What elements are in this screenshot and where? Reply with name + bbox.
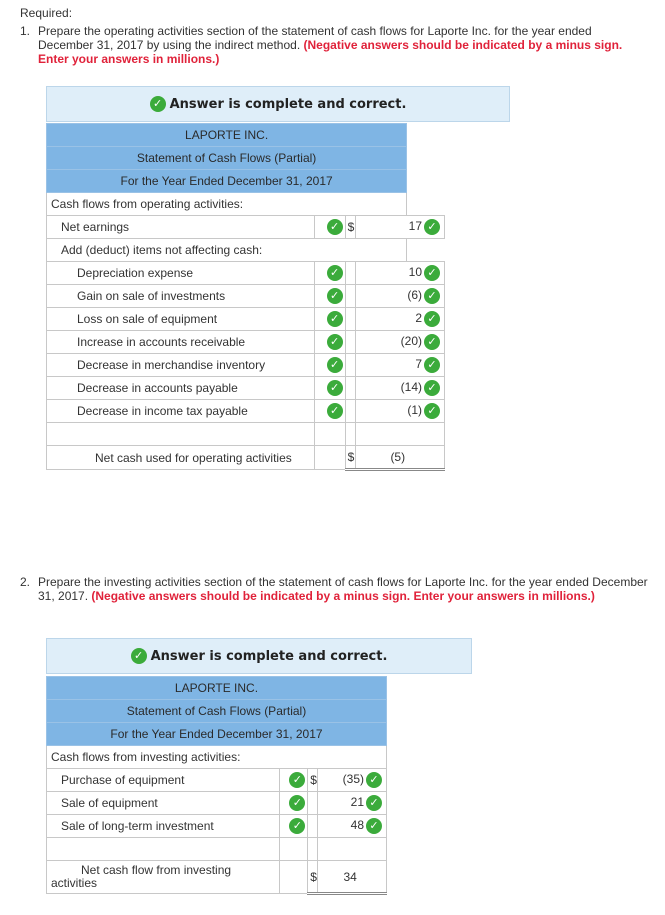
statement-title: Statement of Cash Flows (Partial): [47, 700, 387, 723]
table-row: [47, 262, 445, 285]
total-label: Net cash used for operating activities: [47, 446, 315, 470]
total-value-input[interactable]: (5): [355, 446, 444, 470]
item-value-input[interactable]: 21: [350, 795, 364, 810]
company-name: LAPORTE INC.: [47, 677, 387, 700]
dollar-sign: $: [345, 216, 355, 239]
check-circle-icon: ✓: [327, 334, 343, 350]
item-label: Loss on sale of equipment: [47, 308, 315, 331]
item-label: Decrease in merchandise inventory: [47, 354, 315, 377]
item-label: Decrease in accounts payable: [47, 377, 315, 400]
item-label: Decrease in income tax payable: [47, 400, 315, 423]
statement-period: For the Year Ended December 31, 2017: [47, 723, 387, 746]
statement-title: Statement of Cash Flows (Partial): [47, 147, 407, 170]
total-value-input[interactable]: 34: [318, 861, 387, 894]
check-circle-icon: ✓: [424, 219, 440, 235]
item-label: Sale of equipment: [47, 792, 280, 815]
table-row: [47, 354, 445, 377]
question-1-instruction: (Negative answers should be indicated by a minus sign. Enter your answers in millions.): [38, 38, 623, 66]
item-value-input[interactable]: 2: [415, 311, 422, 326]
check-circle-icon: ✓: [327, 311, 343, 327]
check-circle-icon: ✓: [327, 357, 343, 373]
question-2: [20, 575, 650, 603]
check-circle-icon: ✓: [424, 265, 440, 281]
item-label: Increase in accounts receivable: [47, 331, 315, 354]
table-row: [47, 285, 445, 308]
adjustments-label: Add (deduct) items not affecting cash:: [47, 239, 407, 262]
check-circle-icon: ✓: [424, 334, 440, 350]
answer-status-text: Answer is complete and correct.: [169, 96, 407, 112]
check-circle-icon: ✓: [424, 311, 440, 327]
total-label-line-1: Net cash flow from investing: [81, 863, 232, 877]
table-row: [47, 815, 387, 838]
section-label: Cash flows from operating activities:: [47, 193, 407, 216]
item-value-input[interactable]: 48: [350, 818, 364, 833]
table-row: [47, 331, 445, 354]
item-value-input[interactable]: (35): [342, 772, 364, 787]
check-circle-icon: ✓: [366, 818, 382, 834]
question-2-instruction: (Negative answers should be indicated by a minus sign. Enter your answers in millions.): [91, 589, 595, 603]
operating-activities-table: [46, 123, 445, 471]
check-circle-icon: ✓: [131, 648, 147, 664]
item-value-input[interactable]: (6): [407, 288, 422, 303]
item-label: Depreciation expense: [47, 262, 315, 285]
table-row: [47, 216, 445, 239]
answer-status-text: Answer is complete and correct.: [150, 648, 388, 664]
check-circle-icon: ✓: [289, 795, 305, 811]
table-row: [47, 769, 387, 792]
statement-period: For the Year Ended December 31, 2017: [47, 170, 407, 193]
section-label: Cash flows from investing activities:: [47, 746, 387, 769]
check-circle-icon: ✓: [366, 795, 382, 811]
table-row: [47, 400, 445, 423]
required-heading: Required:: [20, 6, 73, 20]
table-row: [47, 792, 387, 815]
answer-status-banner-2: [46, 638, 472, 674]
item-value-input[interactable]: 10: [408, 265, 422, 280]
total-label: [47, 861, 280, 894]
table-row: [47, 377, 445, 400]
dollar-sign: [308, 815, 318, 838]
check-circle-icon: ✓: [327, 403, 343, 419]
check-circle-icon: ✓: [366, 772, 382, 788]
item-value-input[interactable]: (20): [400, 334, 422, 349]
question-1: [20, 24, 650, 66]
check-circle-icon: ✓: [327, 288, 343, 304]
net-earnings-input[interactable]: 17: [408, 219, 422, 234]
check-circle-icon: ✓: [424, 357, 440, 373]
check-circle-icon: ✓: [424, 403, 440, 419]
item-value-input[interactable]: 7: [415, 357, 422, 372]
item-value-input[interactable]: (14): [400, 380, 422, 395]
total-row: [47, 446, 445, 470]
dollar-sign: $: [308, 769, 318, 792]
company-name: LAPORTE INC.: [47, 124, 407, 147]
total-label-line-2: activities: [51, 876, 98, 890]
question-2-text: Prepare the investing activities section of the statement of cash flows for Laporte Inc. for the year ended December 31, 2017.: [38, 575, 648, 603]
check-circle-icon: ✓: [424, 288, 440, 304]
question-1-text: Prepare the operating activities section of the statement of cash flows for Laporte Inc. for the year ended December 31, 2017 by using the indirect method.: [38, 24, 592, 52]
dollar-sign: $: [345, 446, 355, 470]
check-circle-icon: ✓: [150, 96, 166, 112]
check-circle-icon: ✓: [327, 265, 343, 281]
question-2-number: 2.: [20, 575, 31, 589]
check-circle-icon: ✓: [289, 818, 305, 834]
total-row: [47, 861, 387, 894]
table-row: [47, 308, 445, 331]
item-label: Gain on sale of investments: [47, 285, 315, 308]
check-circle-icon: ✓: [327, 380, 343, 396]
check-circle-icon: ✓: [424, 380, 440, 396]
dollar-sign: [308, 792, 318, 815]
net-earnings-label: Net earnings: [47, 216, 315, 239]
check-circle-icon: ✓: [327, 219, 343, 235]
question-1-number: 1.: [20, 24, 31, 38]
item-label: Purchase of equipment: [47, 769, 280, 792]
investing-activities-table: [46, 676, 387, 895]
item-label: Sale of long-term investment: [47, 815, 280, 838]
answer-status-banner-1: [46, 86, 510, 122]
item-value-input[interactable]: (1): [407, 403, 422, 418]
check-circle-icon: ✓: [289, 772, 305, 788]
dollar-sign: $: [308, 861, 318, 894]
